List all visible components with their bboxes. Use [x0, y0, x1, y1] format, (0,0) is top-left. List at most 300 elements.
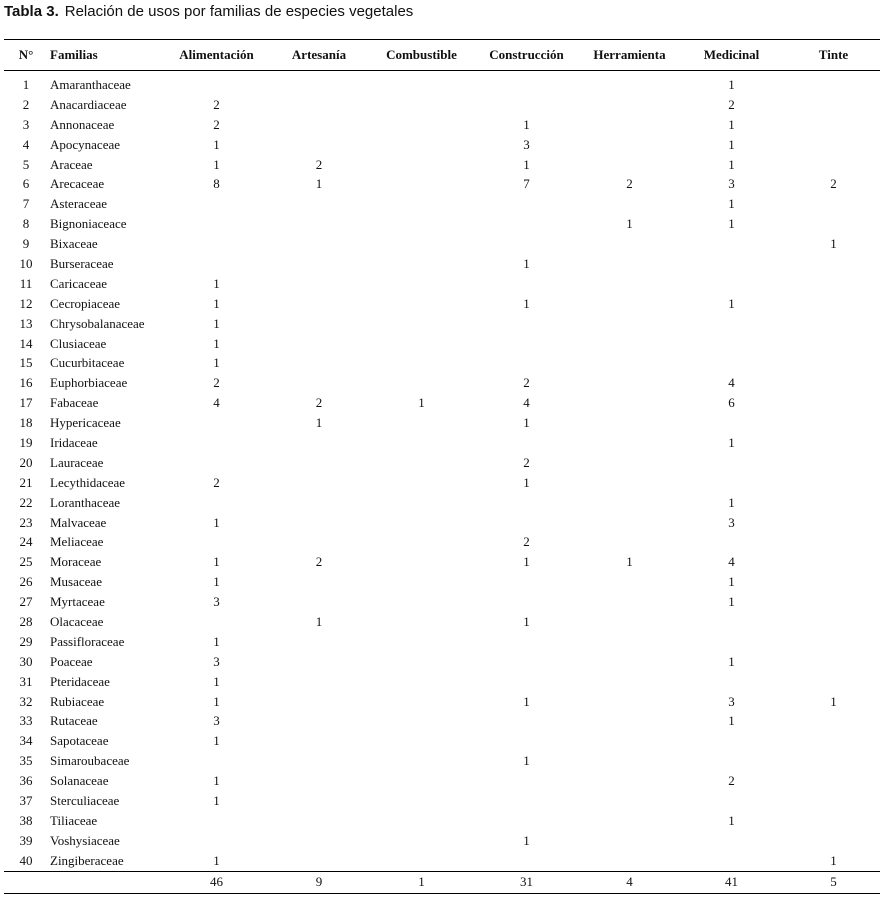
- cell-alimentacion: [168, 612, 265, 632]
- cell-family: Olacaceae: [50, 613, 104, 629]
- cell-medicinal: [676, 672, 787, 692]
- cell-number: 13: [19, 315, 33, 331]
- cell-family: Lecythidaceae: [50, 474, 126, 490]
- cell-family: Iridaceae: [50, 434, 98, 450]
- cell-combustible: [373, 254, 470, 274]
- table-row: [4, 532, 880, 552]
- cell-medicinal: 4: [728, 554, 735, 570]
- cell-number: 36: [19, 773, 33, 789]
- cell-number: 40: [19, 852, 33, 868]
- cell-herramienta: [583, 194, 676, 214]
- cell-tinte: [787, 552, 880, 572]
- cell-tinte: [787, 393, 880, 413]
- cell-artesania: [265, 314, 373, 334]
- cell-tinte: 1: [830, 236, 837, 252]
- cell-construccion: [470, 194, 583, 214]
- header-row: [4, 41, 880, 71]
- cell-family: Caricaceae: [50, 275, 108, 291]
- cell-tinte: [787, 532, 880, 552]
- table-row: [4, 174, 880, 194]
- cell-herramienta: [583, 592, 676, 612]
- cell-alimentacion: 1: [213, 673, 220, 689]
- table-row: [4, 692, 880, 712]
- caption-title: Relación de usos por familias de especies vegetales: [64, 3, 414, 20]
- cell-construccion: [470, 493, 583, 513]
- cell-medicinal: [676, 751, 787, 771]
- column-header-family: Familias: [50, 47, 98, 62]
- table-row: [4, 731, 880, 751]
- cell-medicinal: [676, 413, 787, 433]
- cell-medicinal: 3: [728, 514, 735, 530]
- cell-alimentacion: 1: [213, 136, 220, 152]
- cell-tinte: [787, 274, 880, 294]
- cell-herramienta: [583, 334, 676, 354]
- cell-alimentacion: [168, 493, 265, 513]
- cell-combustible: [373, 532, 470, 552]
- cell-number: 21: [19, 474, 33, 490]
- table-row: [4, 513, 880, 533]
- cell-family: Rubiaceae: [50, 693, 105, 709]
- cell-tinte: [787, 214, 880, 234]
- cell-herramienta: [583, 851, 676, 871]
- cell-tinte: [787, 254, 880, 274]
- cell-artesania: [265, 771, 373, 791]
- cell-alimentacion: [168, 831, 265, 851]
- totals-row: [4, 871, 880, 893]
- cell-herramienta: [583, 135, 676, 155]
- cell-combustible: [373, 771, 470, 791]
- cell-herramienta: [583, 115, 676, 135]
- cell-alimentacion: 1: [213, 355, 220, 371]
- table-caption: [4, 3, 413, 20]
- cell-herramienta: [583, 433, 676, 453]
- cell-number: 15: [19, 355, 33, 371]
- cell-construccion: 1: [523, 255, 530, 271]
- cell-family: Hypericaceae: [50, 415, 121, 431]
- cell-medicinal: 1: [728, 156, 735, 172]
- total-alimentacion: 46: [210, 873, 223, 889]
- table-row: [4, 771, 880, 791]
- cell-number: 34: [19, 733, 33, 749]
- cell-herramienta: [583, 612, 676, 632]
- table-row: [4, 413, 880, 433]
- cell-combustible: [373, 373, 470, 393]
- total-number: [4, 871, 48, 893]
- cell-combustible: [373, 652, 470, 672]
- cell-family: Myrtaceae: [50, 594, 105, 610]
- cell-number: 18: [19, 415, 33, 431]
- cell-tinte: [787, 115, 880, 135]
- cell-family: Euphorbiaceae: [50, 375, 128, 391]
- cell-number: 35: [19, 753, 33, 769]
- total-artesania: 9: [315, 873, 323, 889]
- cell-tinte: [787, 314, 880, 334]
- cell-medicinal: [676, 731, 787, 751]
- cell-medicinal: [676, 831, 787, 851]
- cell-tinte: [787, 353, 880, 373]
- cell-number: 12: [19, 295, 33, 311]
- column-header-combustible: Combustible: [386, 47, 457, 62]
- cell-alimentacion: 1: [213, 275, 220, 291]
- cell-artesania: 1: [315, 415, 323, 431]
- cell-construccion: [470, 731, 583, 751]
- cell-herramienta: [583, 393, 676, 413]
- cell-herramienta: [583, 71, 676, 95]
- cell-tinte: [787, 95, 880, 115]
- cell-tinte: [787, 453, 880, 473]
- cell-number: 30: [19, 653, 33, 669]
- cell-tinte: [787, 652, 880, 672]
- cell-combustible: [373, 334, 470, 354]
- table-row: [4, 493, 880, 513]
- cell-family: Chrysobalanaceae: [50, 315, 145, 331]
- table-row: [4, 811, 880, 831]
- table-row: [4, 314, 880, 334]
- cell-number: 10: [19, 255, 33, 271]
- cell-family: Araceae: [50, 156, 93, 172]
- cell-artesania: 2: [315, 395, 323, 411]
- cell-tinte: [787, 632, 880, 652]
- cell-combustible: [373, 214, 470, 234]
- cell-combustible: [373, 612, 470, 632]
- cell-number: 14: [19, 335, 33, 351]
- cell-construccion: [470, 712, 583, 732]
- cell-tinte: [787, 493, 880, 513]
- cell-number: 32: [19, 693, 33, 709]
- cell-herramienta: [583, 274, 676, 294]
- cell-alimentacion: 4: [213, 395, 220, 411]
- cell-construccion: [470, 274, 583, 294]
- table-row: [4, 652, 880, 672]
- cell-family: Zingiberaceae: [50, 852, 124, 868]
- cell-artesania: [265, 731, 373, 751]
- cell-number: 7: [22, 196, 30, 212]
- cell-family: Apocynaceae: [50, 136, 121, 152]
- cell-construccion: 3: [523, 136, 530, 152]
- cell-medicinal: 2: [728, 773, 735, 789]
- cell-artesania: [265, 274, 373, 294]
- cell-alimentacion: 1: [213, 514, 220, 530]
- cell-artesania: [265, 831, 373, 851]
- cell-medicinal: [676, 254, 787, 274]
- table-row: [4, 71, 880, 95]
- cell-artesania: [265, 513, 373, 533]
- cell-alimentacion: 1: [213, 335, 220, 351]
- cell-medicinal: 1: [728, 76, 735, 92]
- cell-number: 31: [19, 673, 33, 689]
- table-row: [4, 473, 880, 493]
- caption-label: Tabla 3.: [4, 3, 59, 20]
- cell-herramienta: [583, 294, 676, 314]
- cell-artesania: [265, 71, 373, 95]
- cell-number: 27: [19, 594, 33, 610]
- top-rule: [4, 39, 880, 40]
- cell-alimentacion: [168, 453, 265, 473]
- cell-number: 17: [19, 395, 33, 411]
- cell-family: Passifloraceae: [50, 633, 125, 649]
- cell-tinte: [787, 672, 880, 692]
- cell-herramienta: [583, 453, 676, 473]
- cell-combustible: [373, 513, 470, 533]
- cell-alimentacion: 3: [213, 594, 220, 610]
- table-row: [4, 254, 880, 274]
- cell-alimentacion: 1: [213, 633, 220, 649]
- cell-combustible: [373, 811, 470, 831]
- cell-number: 5: [22, 156, 30, 172]
- total-construccion: 31: [520, 873, 533, 889]
- cell-alimentacion: 2: [213, 474, 220, 490]
- cell-tinte: [787, 712, 880, 732]
- cell-construccion: [470, 851, 583, 871]
- cell-herramienta: [583, 632, 676, 652]
- table-row: [4, 373, 880, 393]
- cell-family: Lauraceae: [50, 454, 104, 470]
- cell-artesania: [265, 632, 373, 652]
- cell-number: 6: [22, 176, 30, 192]
- usage-table: [4, 41, 880, 893]
- cell-alimentacion: 1: [213, 852, 220, 868]
- cell-alimentacion: [168, 234, 265, 254]
- cell-number: 2: [22, 96, 30, 112]
- cell-family: Moraceae: [50, 554, 102, 570]
- cell-medicinal: 1: [728, 812, 735, 828]
- cell-construccion: 2: [523, 534, 530, 550]
- table-row: [4, 194, 880, 214]
- cell-construccion: 1: [523, 116, 530, 132]
- cell-construccion: 1: [523, 295, 530, 311]
- cell-artesania: [265, 473, 373, 493]
- cell-herramienta: [583, 831, 676, 851]
- cell-artesania: [265, 592, 373, 612]
- cell-medicinal: [676, 612, 787, 632]
- cell-number: 23: [19, 514, 33, 530]
- cell-tinte: 2: [830, 176, 837, 192]
- cell-medicinal: 1: [728, 653, 735, 669]
- cell-artesania: [265, 214, 373, 234]
- cell-construccion: 1: [523, 832, 530, 848]
- cell-construccion: [470, 234, 583, 254]
- cell-combustible: [373, 234, 470, 254]
- cell-family: Rutaceae: [50, 713, 98, 729]
- cell-medicinal: 1: [728, 594, 735, 610]
- cell-construccion: [470, 353, 583, 373]
- table-row: [4, 433, 880, 453]
- cell-herramienta: [583, 791, 676, 811]
- cell-tinte: [787, 731, 880, 751]
- cell-family: Annonaceae: [50, 116, 115, 132]
- cell-construccion: [470, 672, 583, 692]
- table-row: [4, 453, 880, 473]
- table-row: [4, 334, 880, 354]
- cell-artesania: 2: [315, 554, 323, 570]
- table-row: [4, 234, 880, 254]
- cell-tinte: 1: [830, 693, 837, 709]
- cell-herramienta: [583, 314, 676, 334]
- cell-alimentacion: 1: [213, 295, 220, 311]
- table-row: [4, 851, 880, 871]
- cell-medicinal: 1: [728, 713, 735, 729]
- cell-alimentacion: [168, 433, 265, 453]
- cell-construccion: 1: [523, 156, 530, 172]
- cell-tinte: 1: [830, 852, 837, 868]
- cell-herramienta: [583, 532, 676, 552]
- table-row: [4, 294, 880, 314]
- cell-construccion: [470, 95, 583, 115]
- table-row: [4, 612, 880, 632]
- cell-combustible: [373, 174, 470, 194]
- cell-alimentacion: 2: [213, 116, 220, 132]
- cell-family: Burseraceae: [50, 255, 114, 271]
- cell-combustible: [373, 135, 470, 155]
- cell-construccion: 1: [523, 693, 530, 709]
- cell-combustible: [373, 95, 470, 115]
- cell-family: Asteraceae: [50, 196, 108, 212]
- cell-artesania: [265, 194, 373, 214]
- cell-number: 39: [19, 832, 33, 848]
- cell-tinte: [787, 334, 880, 354]
- cell-tinte: [787, 572, 880, 592]
- cell-family: Solanaceae: [50, 773, 109, 789]
- cell-alimentacion: 3: [213, 653, 220, 669]
- cell-herramienta: [583, 771, 676, 791]
- cell-construccion: 1: [523, 753, 530, 769]
- cell-family: Voshysiaceae: [50, 832, 120, 848]
- cell-herramienta: 1: [626, 554, 633, 570]
- cell-construccion: 1: [523, 554, 530, 570]
- cell-construccion: 1: [523, 415, 530, 431]
- cell-family: Bixaceae: [50, 236, 98, 252]
- cell-tinte: [787, 135, 880, 155]
- cell-combustible: [373, 314, 470, 334]
- cell-number: 22: [19, 494, 33, 510]
- cell-family: Bignoniaceace: [50, 216, 127, 232]
- cell-medicinal: 2: [728, 96, 735, 112]
- cell-artesania: 2: [315, 156, 323, 172]
- cell-combustible: [373, 552, 470, 572]
- cell-tinte: [787, 433, 880, 453]
- cell-construccion: [470, 334, 583, 354]
- cell-family: Clusiaceae: [50, 335, 107, 351]
- cell-combustible: [373, 155, 470, 175]
- cell-alimentacion: 2: [213, 96, 220, 112]
- cell-tinte: [787, 194, 880, 214]
- cell-number: 16: [19, 375, 33, 391]
- cell-number: 3: [22, 116, 30, 132]
- cell-alimentacion: [168, 71, 265, 95]
- cell-number: 24: [19, 534, 33, 550]
- total-medicinal: 41: [725, 873, 738, 889]
- cell-alimentacion: [168, 751, 265, 771]
- cell-artesania: [265, 572, 373, 592]
- cell-herramienta: [583, 513, 676, 533]
- cell-alimentacion: 1: [213, 554, 220, 570]
- cell-combustible: [373, 592, 470, 612]
- cell-alimentacion: 2: [213, 375, 220, 391]
- cell-herramienta: [583, 692, 676, 712]
- cell-medicinal: 1: [728, 216, 735, 232]
- table-row: [4, 115, 880, 135]
- cell-combustible: [373, 274, 470, 294]
- cell-herramienta: [583, 413, 676, 433]
- cell-alimentacion: 1: [213, 773, 220, 789]
- cell-combustible: [373, 353, 470, 373]
- cell-tinte: [787, 811, 880, 831]
- cell-combustible: [373, 433, 470, 453]
- cell-construccion: 2: [523, 454, 530, 470]
- column-header-artesania: Artesanía: [291, 47, 347, 62]
- cell-alimentacion: 1: [213, 733, 220, 749]
- cell-family: Cucurbitaceae: [50, 355, 125, 371]
- cell-family: Cecropiaceae: [50, 295, 121, 311]
- cell-medicinal: [676, 632, 787, 652]
- cell-combustible: [373, 473, 470, 493]
- cell-herramienta: [583, 155, 676, 175]
- cell-family: Tiliaceae: [50, 812, 98, 828]
- cell-alimentacion: [168, 413, 265, 433]
- table-row: [4, 632, 880, 652]
- cell-medicinal: [676, 532, 787, 552]
- cell-medicinal: 6: [728, 395, 735, 411]
- cell-artesania: [265, 692, 373, 712]
- cell-tinte: [787, 513, 880, 533]
- cell-artesania: [265, 95, 373, 115]
- cell-construccion: [470, 632, 583, 652]
- cell-artesania: [265, 135, 373, 155]
- cell-family: Loranthaceae: [50, 494, 121, 510]
- cell-tinte: [787, 612, 880, 632]
- cell-artesania: [265, 791, 373, 811]
- cell-tinte: [787, 791, 880, 811]
- cell-tinte: [787, 373, 880, 393]
- cell-medicinal: [676, 453, 787, 473]
- cell-combustible: [373, 413, 470, 433]
- cell-number: 29: [19, 633, 33, 649]
- cell-number: 19: [19, 434, 33, 450]
- cell-herramienta: [583, 731, 676, 751]
- cell-tinte: [787, 71, 880, 95]
- cell-construccion: [470, 513, 583, 533]
- table-row: [4, 712, 880, 732]
- cell-medicinal: 3: [728, 693, 735, 709]
- cell-family: Sapotaceae: [50, 733, 109, 749]
- cell-number: 9: [22, 236, 30, 252]
- cell-number: 20: [19, 454, 33, 470]
- table-row: [4, 572, 880, 592]
- cell-number: 26: [19, 574, 33, 590]
- cell-tinte: [787, 751, 880, 771]
- cell-family: Fabaceae: [50, 395, 99, 411]
- cell-family: Poaceae: [50, 653, 93, 669]
- cell-alimentacion: 1: [213, 693, 220, 709]
- cell-herramienta: [583, 751, 676, 771]
- cell-family: Meliaceae: [50, 534, 104, 550]
- cell-construccion: [470, 811, 583, 831]
- cell-artesania: [265, 493, 373, 513]
- cell-herramienta: [583, 811, 676, 831]
- cell-alimentacion: [168, 214, 265, 234]
- cell-artesania: [265, 851, 373, 871]
- cell-artesania: [265, 115, 373, 135]
- total-family: [48, 871, 168, 893]
- table-row: [4, 672, 880, 692]
- cell-family: Malvaceae: [50, 514, 107, 530]
- cell-medicinal: [676, 791, 787, 811]
- cell-alimentacion: 1: [213, 574, 220, 590]
- table-row: [4, 751, 880, 771]
- cell-artesania: 1: [315, 613, 323, 629]
- cell-family: Musaceae: [50, 574, 102, 590]
- cell-artesania: [265, 532, 373, 552]
